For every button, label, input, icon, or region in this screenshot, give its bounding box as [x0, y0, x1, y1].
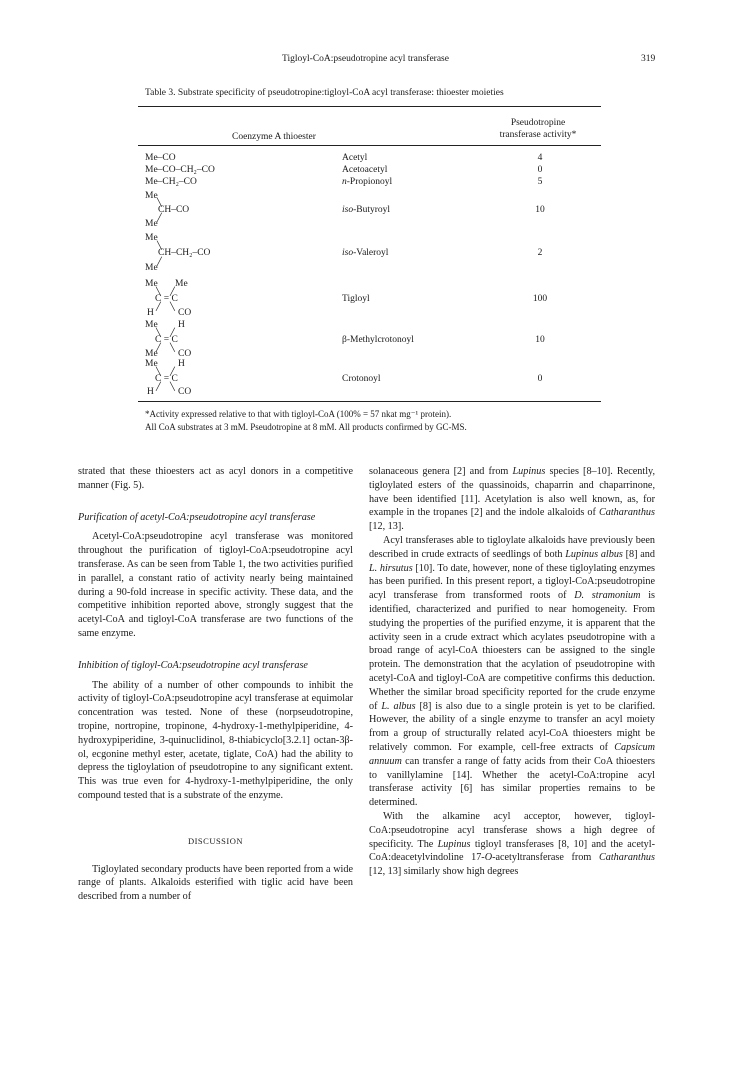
table-top-rule [138, 106, 601, 107]
table-row-activity: 2 [537, 248, 543, 258]
table-row-activity: 4 [537, 153, 543, 163]
bond-up-icon: ╱ [170, 367, 175, 376]
bond-down-icon: ╲ [156, 287, 161, 296]
bond-up-icon: ╱ [170, 328, 175, 337]
bond-up-icon: ╱ [157, 213, 162, 222]
bond-up-icon: ╱ [170, 287, 175, 296]
bond-up-icon: ╱ [156, 343, 161, 352]
table-row-name: Crotonoyl [342, 374, 381, 384]
formula-bottom-left: H [147, 308, 154, 318]
bond-down-icon: ╲ [156, 367, 161, 376]
page-number: 319 [641, 54, 656, 64]
paragraph: Acetyl-CoA:pseudotropine acyl transferase was monitored throughout the purification of tigloyl-CoA:pseudotropine acyl transferase. As can be seen from Table 1, the two activities purified in parallel, a constant ratio of activity nearly being maintained during a 90-fold increase in specific activity. These data, and the competitive inhibition reported above, strongly suggest that the acetyl-CoA and tigloyl-CoA transferase are two functions of the same enzyme. [78, 531, 353, 639]
table-row-formula: Me–CO–CH₂–CO [145, 165, 215, 175]
paragraph: The ability of a number of other compounds to inhibit the activity of tigloyl-CoA:pseudotropine acyl transferase at equimolar concentration was tested. None of these (norpseudotropine, tropine, nortropine, tropinone, 4-hydroxy-1-methylpiperidine, 4-hydroxypiperidine, 3-quinuclidinol, 8-thiabicyclo[3.2.1] octan-3β-ol, ecgonine methyl ester, acetate, tiglate, CoA) had the ability to depress the tigloylation of pseudotropine to any significant extent. This was true even for 4-hydroxy-1-methylpiperidine, the only compound tested that is a substrate of the enzyme. [78, 679, 353, 801]
bond-down-icon: ╲ [157, 241, 162, 250]
table-bottom-rule [138, 401, 601, 402]
table-header-rule [138, 145, 601, 146]
formula-me-bottom: Me [145, 263, 158, 273]
paragraph: Acyl transferases able to tigloylate alkaloids have previously been described in crude extracts of seedlings of both Lupinus albus [8] and L. hirsutus [10]. To date, however, none of these tigloylating enzymes has been purified. In this present report, a tigloyl-CoA:pseudotropine acyl transferase from transformed roots of D. stramonium is identified, characterized and purified to near homogeneity. From studying the properties of the purified enzyme, it is apparent that the activity seen in a crude extract which acylates pseudotropine with a broad range of acyl-CoA thioesters can be assigned to the single protein. The demonstration that the acylation of pseudotropine with acetyl-CoA and tigloyl-CoA are competitive confirms this deduction. Whether the similar broad specificity reported for the crude enzyme of L. albus [8] is also due to a single protein is yet to be clarified. However, the ability of a single enzyme to transfer an acyl moiety from a group of structurally related acyl-CoA thioesters might be relatively common. For example, cell-free extracts of Capsicum annuum can transfer a range of fatty acids from their CoA thioesters to vanillylamine [14]. Whether the acetyl-CoA:tropine acyl transferase activity [6] has similar properties remains to be determined. [369, 534, 655, 809]
formula-top-right: H [178, 320, 185, 330]
table-row-name: Acetoacetyl [342, 165, 388, 175]
bond-up-icon: ╱ [157, 257, 162, 266]
bond-down-icon: ╲ [170, 343, 175, 352]
table-row-activity: 100 [532, 294, 548, 304]
table-row-formula: Me–CH₂–CO [145, 177, 197, 187]
formula-me-bottom: Me [145, 219, 158, 229]
formula-top-left: Me [145, 320, 158, 330]
formula-top-left: Me [145, 359, 158, 369]
bond-down-icon: ╲ [170, 302, 175, 311]
table-row-activity: 5 [537, 177, 543, 187]
table-caption: Table 3. Substrate specificity of pseudotropine:tigloyl-CoA acyl transferase: thioester moieties [145, 88, 504, 98]
bond-down-icon: ╲ [157, 198, 162, 207]
running-title: Tigloyl-CoA:pseudotropine acyl transferase [282, 54, 449, 64]
table-row-formula: Me–CO [145, 153, 176, 163]
formula-top-right: H [178, 359, 185, 369]
right-column [369, 465, 655, 879]
table-footnote-activity: *Activity expressed relative to that with tigloyl-CoA (100% = 57 nkat mg⁻¹ protein). [145, 409, 452, 419]
table-footnote-conditions: All CoA substrates at 3 mM. Pseudotropine at 8 mM. All products confirmed by GC-MS. [145, 422, 467, 432]
formula-bottom-right: CO [178, 308, 192, 318]
formula-bottom-right: CO [178, 349, 192, 359]
formula-double-bond: C = C [155, 374, 178, 384]
table-row-activity: 10 [535, 205, 545, 215]
bond-up-icon: ╱ [156, 382, 161, 391]
section-heading-inhibition: Inhibition of tigloyl-CoA:pseudotropine acyl transferase [78, 659, 308, 671]
formula-me-top: Me [145, 191, 158, 201]
activity-header-line2: transferase activity* [499, 130, 577, 140]
bond-down-icon: ╲ [156, 328, 161, 337]
bond-down-icon: ╲ [170, 382, 175, 391]
formula-bottom-left: H [147, 387, 154, 397]
bond-up-icon: ╱ [156, 302, 161, 311]
activity-header-line1: Pseudotropine [510, 118, 566, 128]
table-row-activity: 10 [535, 335, 545, 345]
paragraph: solanaceous genera [2] and from Lupinus species [8–10]. Recently, tigloylated esters of the quassinoids, chaparrin and chaparrinone, have been identified [11]. Acetylation is also well known, as, for example in the tropanes [2] and the indole alkaloids of Catharanthus [12, 13]. [369, 466, 656, 533]
table-row-name: β-Methylcrotonoyl [342, 335, 414, 345]
table-row-name: n-Propionoyl [342, 177, 393, 187]
formula-top-right: Me [175, 279, 188, 289]
formula-me-top: Me [145, 233, 158, 243]
formula-main: CH–CH₂–CO [158, 248, 211, 258]
table-row-name: Tigloyl [342, 294, 370, 304]
formula-double-bond: C = C [155, 335, 178, 345]
formula-top-left: Me [145, 279, 158, 289]
paragraph: strated that these thioesters act as acyl donors in a competitive manner (Fig. 5). [78, 466, 353, 491]
formula-bottom-right: CO [178, 387, 192, 397]
table-row-name: iso-Valeroyl [342, 248, 389, 258]
formula-double-bond: C = C [155, 294, 178, 304]
table-row-name: iso-Butyroyl [342, 205, 391, 215]
formula-main: CH–CO [158, 205, 190, 215]
table-header-thioester: Coenzyme A thioester [232, 132, 316, 142]
table-header-activity [478, 117, 598, 141]
table-row-name: Acetyl [342, 153, 368, 163]
section-heading-purification: Purification of acetyl-CoA:pseudotropine acyl transferase [78, 511, 316, 523]
table-row-activity: 0 [537, 374, 543, 384]
paragraph: Tigloylated secondary products have been reported from a wide range of plants. Alkaloids esterified with tiglic acid have been described from a number of [78, 863, 353, 903]
table-row-activity: 0 [537, 165, 543, 175]
formula-bottom-left: Me [145, 349, 158, 359]
left-column [78, 465, 353, 904]
section-heading-discussion: DISCUSSION [187, 835, 244, 846]
paragraph: With the alkamine acyl acceptor, however, tigloyl-CoA:pseudotropine acyl transferase shows a high degree of specificity. The Lupinus tigloyl transferases [8, 10] and the acetyl-CoA:deacetylvindoline 17-O-acetyltransferase from Catharanthus [12, 13] similarly show high degrees [369, 810, 655, 878]
